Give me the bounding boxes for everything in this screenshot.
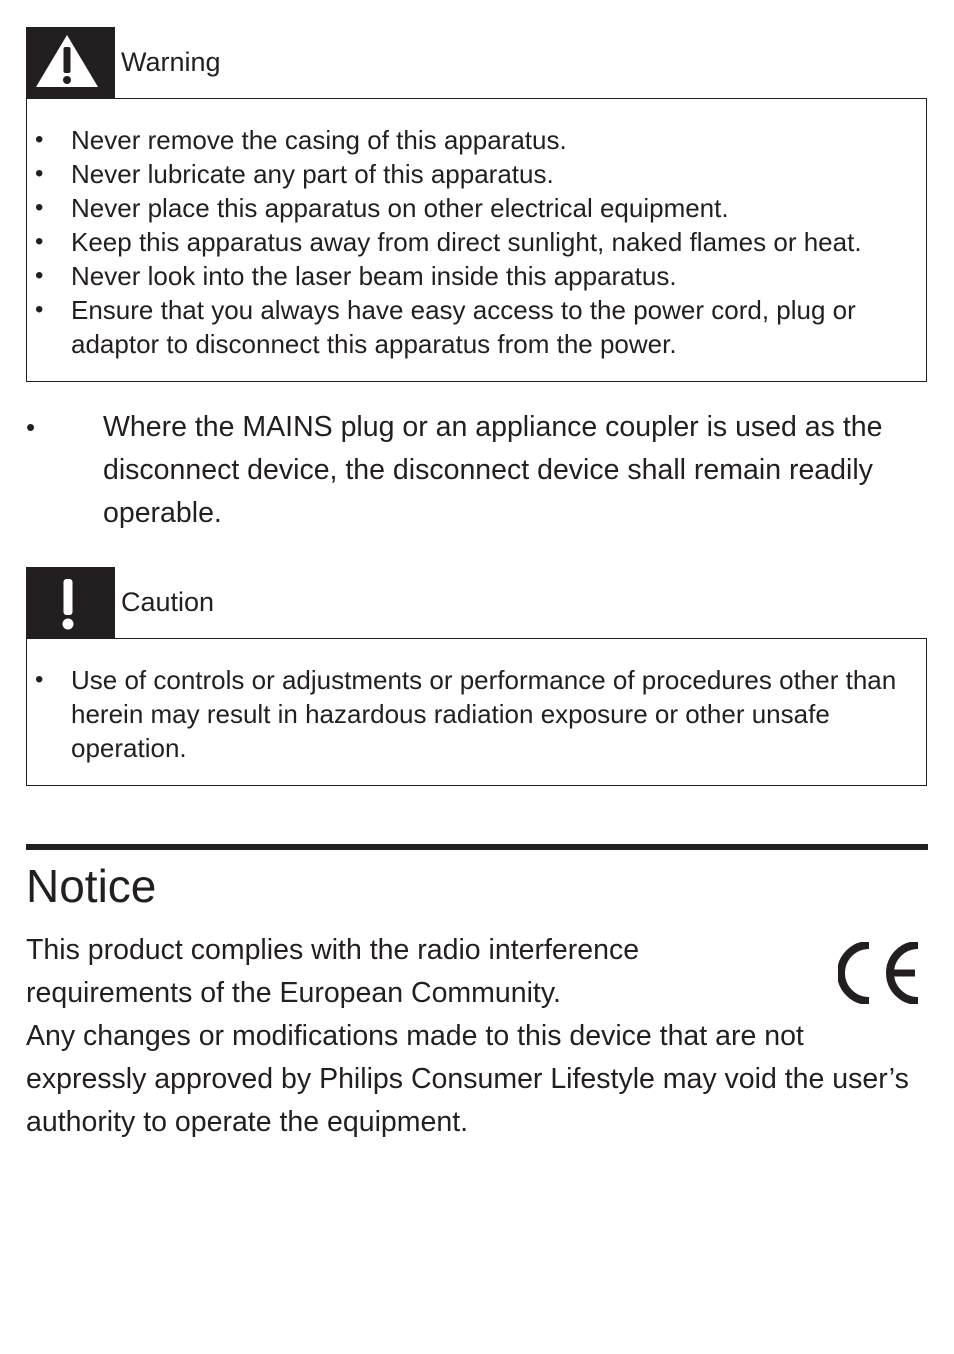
warning-item: • Ensure that you always have easy access to the power cord, plug or adaptor to disconnect this apparatus from the power.: [71, 293, 906, 361]
warning-header: [26, 27, 927, 98]
ce-mark-icon: [838, 942, 922, 1004]
notice-paragraph-compliance: This product complies with the radio interference requirements of the European Community.: [26, 934, 640, 1009]
caution-box: [26, 567, 927, 786]
exclamation-icon: [26, 567, 115, 638]
warning-item: • Never look into the laser beam inside this apparatus.: [71, 259, 906, 293]
bullet-marker: •: [26, 412, 36, 442]
caution-list: [71, 663, 906, 765]
warning-item: • Never lubricate any part of this apparatus.: [71, 157, 906, 191]
caution-header: [26, 567, 927, 638]
caution-item: • Use of controls or adjustments or performance of procedures other than herein may result in hazardous radiation exposure or other unsafe operation.: [71, 663, 906, 765]
mains-text: Where the MAINS plug or an appliance coupler is used as the disconnect device, the disconnect device shall remain readily operable.: [103, 411, 883, 529]
warning-list: [71, 123, 906, 361]
warning-item: • Keep this apparatus away from direct sunlight, naked flames or heat.: [71, 225, 906, 259]
warning-item: • Never place this apparatus on other electrical equipment.: [71, 191, 906, 225]
warning-body: [26, 98, 927, 382]
caution-title: Caution: [121, 587, 215, 617]
warning-title: Warning: [121, 47, 221, 77]
mains-disconnect-note: [26, 406, 921, 535]
notice-heading: Notice: [26, 860, 157, 912]
warning-box: [26, 27, 927, 382]
section-divider: [26, 844, 928, 850]
warning-item: • Never remove the casing of this apparatus.: [71, 123, 906, 157]
notice-paragraph-modifications: Any changes or modifications made to this device that are not expressly approved by Philips Consumer Lifestyle may void the user’s authority to operate the equipment.: [26, 1020, 909, 1138]
caution-body: [26, 638, 927, 786]
warning-triangle-icon: [26, 27, 115, 98]
